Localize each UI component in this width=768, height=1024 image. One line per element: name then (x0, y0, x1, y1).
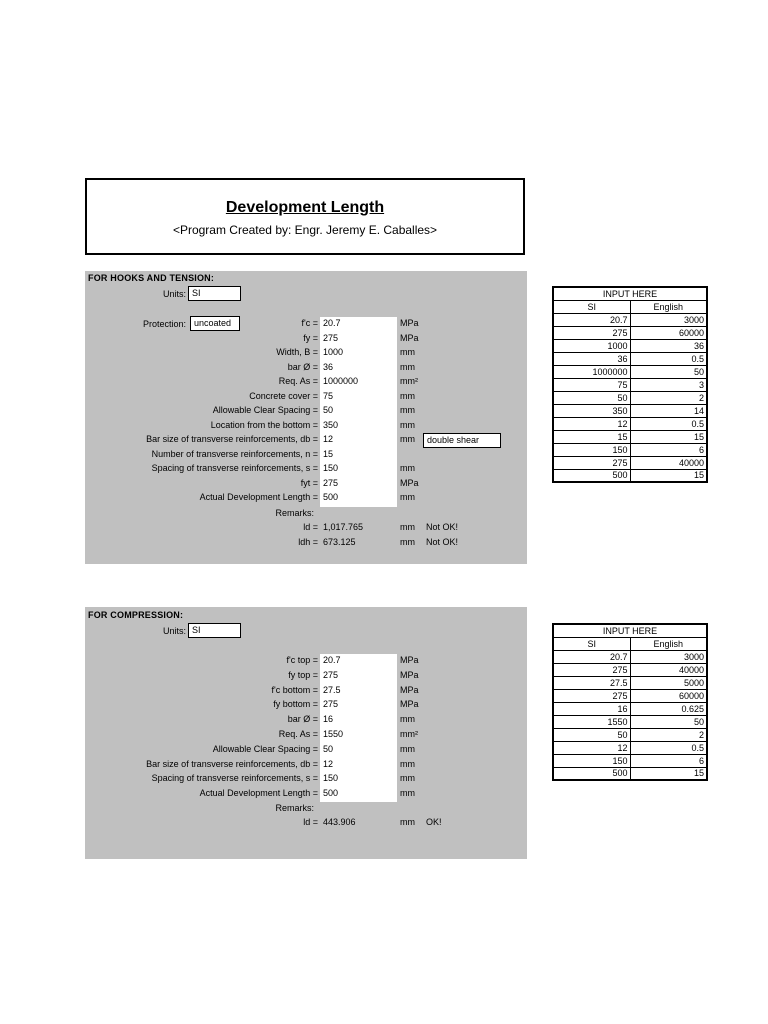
compression-units-input[interactable]: SI (188, 623, 241, 638)
hooks-row-label: Bar size of transverse reinforcements, db = (146, 434, 318, 444)
compression-row-value[interactable]: 50 (323, 743, 334, 754)
si-input-cell[interactable]: 27.5 (553, 676, 630, 689)
english-input-cell[interactable]: 3 (630, 378, 707, 391)
page-subtitle: <Program Created by: Engr. Jeremy E. Caballes> (172, 223, 438, 237)
si-input-cell[interactable]: 75 (553, 378, 630, 391)
hooks-units-input[interactable]: SI (188, 286, 241, 301)
english-input-cell[interactable]: 3000 (630, 313, 707, 326)
hooks-row-unit: mm (400, 361, 415, 372)
compression-row-value[interactable]: 16 (323, 714, 334, 725)
si-input-cell[interactable]: 150 (553, 754, 630, 767)
compression-section-title: FOR COMPRESSION: (88, 610, 184, 620)
english-input-cell[interactable]: 60000 (630, 326, 707, 339)
si-input-cell[interactable]: 12 (553, 417, 630, 430)
english-input-cell[interactable]: 6 (630, 443, 707, 456)
si-input-cell[interactable]: 275 (553, 456, 630, 469)
compression-row-unit: MPa (400, 699, 419, 710)
compression-result-unit: mm (400, 817, 415, 827)
table-row (553, 469, 707, 482)
hooks-row-unit: mm (400, 390, 415, 401)
hooks-row-value[interactable]: 15 (323, 448, 334, 459)
compression-row-value[interactable]: 150 (323, 773, 339, 784)
shear-type-input[interactable]: double shear (423, 433, 501, 448)
compression-row-label: fy top = (288, 669, 318, 680)
table-row (553, 715, 707, 728)
table-row (553, 754, 707, 767)
compression-result-label: ld = (303, 817, 318, 827)
hooks-row-unit: MPa (400, 477, 419, 488)
compression-remarks-label: Remarks: (275, 803, 314, 813)
english-input-cell[interactable]: 0.5 (630, 741, 707, 754)
hooks-row-value[interactable]: 275 (323, 477, 339, 488)
hooks-row-label: Actual Development Length = (199, 492, 318, 502)
si-input-cell[interactable]: 275 (553, 663, 630, 676)
hooks-row-unit: mm² (400, 376, 418, 386)
english-input-cell[interactable]: 36 (630, 339, 707, 352)
hooks-row-value[interactable]: 275 (323, 332, 339, 343)
hooks-row-value[interactable]: 20.7 (323, 318, 341, 328)
hooks-row-unit: mm (400, 434, 415, 444)
table-row (553, 689, 707, 702)
si-input-cell[interactable]: 20.7 (553, 650, 630, 663)
compression-row-value[interactable]: 27.5 (323, 684, 341, 695)
si-input-cell[interactable]: 12 (553, 741, 630, 754)
english-input-cell[interactable]: 3000 (630, 650, 707, 663)
table-row (553, 339, 707, 352)
si-input-cell[interactable]: 20.7 (553, 313, 630, 326)
hooks-row-label: f'c = (301, 318, 318, 328)
hooks-row-label: Concrete cover = (249, 390, 318, 401)
table-row (553, 391, 707, 404)
compression-row-unit: mm (400, 714, 415, 725)
si-input-cell[interactable]: 1000000 (553, 365, 630, 378)
hooks-row-value[interactable]: 150 (323, 463, 339, 473)
compression-row-label: Allowable Clear Spacing = (212, 743, 318, 754)
hooks-row-value[interactable]: 50 (323, 405, 334, 415)
input-table-column-header: English (630, 300, 707, 313)
compression-units-label: Units: (162, 626, 186, 636)
table-row (553, 663, 707, 676)
page-title: Development Length (225, 199, 385, 216)
hooks-row-value[interactable]: 350 (323, 419, 339, 430)
english-input-cell[interactable]: 50 (630, 365, 707, 378)
compression-row-unit: mm² (400, 729, 418, 739)
si-input-cell[interactable]: 50 (553, 391, 630, 404)
english-input-cell[interactable]: 5000 (630, 676, 707, 689)
title-box (85, 178, 525, 255)
compression-row-unit: mm (400, 773, 415, 784)
english-input-cell[interactable]: 40000 (630, 663, 707, 676)
table-row (553, 650, 707, 663)
hooks-row-value[interactable]: 1000000 (323, 376, 359, 386)
hooks-row-label: Spacing of transverse reinforcements, s = (151, 463, 318, 473)
hooks-row-label: Width, B = (276, 347, 318, 357)
compression-row-unit: mm (400, 743, 415, 754)
compression-row-label: fy bottom = (273, 699, 318, 710)
hooks-row-value[interactable]: 500 (323, 492, 339, 502)
hooks-row-unit: mm (400, 463, 415, 473)
compression-row-value[interactable]: 275 (323, 669, 339, 680)
si-input-cell[interactable]: 50 (553, 728, 630, 741)
protection-input[interactable]: uncoated (190, 316, 240, 331)
hooks-remarks-label: Remarks: (275, 508, 314, 518)
input-table-title: INPUT HERE (553, 287, 707, 300)
compression-result-value: 443.906 (323, 817, 356, 827)
compression-row-unit: mm (400, 788, 415, 799)
compression-row-unit: MPa (400, 669, 419, 680)
english-input-cell[interactable]: 40000 (630, 456, 707, 469)
hooks-result-label: ldh = (298, 537, 318, 547)
hooks-row-label: fyt = (300, 477, 318, 488)
compression-row-value[interactable]: 500 (323, 788, 339, 799)
hooks-result-value: 1,017.765 (323, 522, 364, 532)
compression-row-value[interactable]: 12 (323, 758, 334, 769)
table-row (553, 404, 707, 417)
input-table-title: INPUT HERE (553, 624, 707, 637)
english-input-cell[interactable]: 14 (630, 404, 707, 417)
english-input-cell[interactable]: 15 (630, 430, 707, 443)
hooks-row-unit: mm (400, 347, 415, 357)
si-input-cell[interactable]: 1550 (553, 715, 630, 728)
hooks-row-unit: MPa (400, 332, 419, 343)
si-input-cell[interactable]: 500 (553, 767, 630, 780)
hooks-units-label: Units: (162, 289, 186, 299)
compression-row-value[interactable]: 275 (323, 699, 339, 710)
english-input-cell[interactable]: 0.625 (630, 702, 707, 715)
compression-row-label: f'c top = (286, 655, 318, 665)
compression-row-label: Spacing of transverse reinforcements, s = (151, 773, 318, 784)
hooks-row-unit: mm (400, 419, 415, 430)
hooks-row-label: Number of transverse reinforcements, n = (151, 448, 318, 459)
table-row (553, 313, 707, 326)
table-row (553, 676, 707, 689)
english-input-cell[interactable]: 60000 (630, 689, 707, 702)
table-row (553, 728, 707, 741)
compression-result-status: OK! (426, 817, 442, 827)
compression-row-value[interactable]: 1550 (323, 729, 344, 739)
hooks-row-label: fy = (303, 332, 318, 343)
hooks-row-value[interactable]: 75 (323, 390, 334, 401)
english-input-cell[interactable]: 0.5 (630, 352, 707, 365)
english-input-cell[interactable]: 2 (630, 391, 707, 404)
si-input-cell[interactable]: 150 (553, 443, 630, 456)
hooks-row-label: Location from the bottom = (210, 419, 318, 430)
si-input-cell[interactable]: 275 (553, 689, 630, 702)
hooks-row-unit: mm (400, 492, 415, 502)
english-input-cell[interactable]: 15 (630, 767, 707, 780)
input-table-column-header: SI (553, 300, 630, 313)
compression-row-label: Req. As = (278, 729, 318, 739)
english-input-cell[interactable]: 0.5 (630, 417, 707, 430)
hooks-row-label: bar Ø = (287, 361, 318, 372)
english-input-cell[interactable]: 2 (630, 728, 707, 741)
table-row (553, 365, 707, 378)
table-row (553, 378, 707, 391)
hooks-panel (85, 271, 527, 564)
compression-row-label: bar Ø = (287, 714, 318, 725)
compression-row-label: Actual Development Length = (199, 788, 318, 799)
english-input-cell[interactable]: 15 (630, 469, 707, 482)
compression-row-unit: MPa (400, 655, 419, 665)
compression-row-value[interactable]: 20.7 (323, 655, 341, 665)
hooks-result-unit: mm (400, 522, 415, 532)
table-row (553, 326, 707, 339)
input-table-column-header: SI (553, 637, 630, 650)
hooks-row-label: Allowable Clear Spacing = (212, 405, 318, 415)
si-input-cell[interactable]: 275 (553, 326, 630, 339)
hooks-section-title: FOR HOOKS AND TENSION: (88, 273, 215, 283)
compression-row-unit: MPa (400, 684, 419, 695)
si-input-cell[interactable]: 16 (553, 702, 630, 715)
compression-row-label: f'c bottom = (271, 684, 318, 695)
compression-row-unit: mm (400, 758, 415, 769)
compression-row-label: Bar size of transverse reinforcements, db = (146, 758, 318, 769)
compression-input-table (552, 623, 708, 781)
si-input-cell[interactable]: 36 (553, 352, 630, 365)
input-table-column-header: English (630, 637, 707, 650)
si-input-cell[interactable]: 15 (553, 430, 630, 443)
table-row (553, 767, 707, 780)
hooks-row-unit: mm (400, 405, 415, 415)
table-row (553, 443, 707, 456)
table-row (553, 702, 707, 715)
english-input-cell[interactable]: 6 (630, 754, 707, 767)
si-input-cell[interactable]: 1000 (553, 339, 630, 352)
hooks-row-label: Req. As = (278, 376, 318, 386)
table-row (553, 456, 707, 469)
hooks-row-unit: MPa (400, 318, 419, 328)
hooks-row-value[interactable]: 1000 (323, 347, 344, 357)
hooks-input-table (552, 286, 708, 483)
hooks-result-unit: mm (400, 537, 415, 547)
hooks-result-status: Not OK! (426, 537, 459, 547)
hooks-row-value[interactable]: 36 (323, 361, 334, 372)
protection-label: Protection: (142, 319, 186, 329)
si-input-cell[interactable]: 500 (553, 469, 630, 482)
table-row (553, 352, 707, 365)
si-input-cell[interactable]: 350 (553, 404, 630, 417)
hooks-result-label: ld = (303, 522, 318, 532)
table-row (553, 430, 707, 443)
hooks-result-status: Not OK! (426, 522, 459, 532)
table-row (553, 741, 707, 754)
table-row (553, 417, 707, 430)
hooks-result-value: 673.125 (323, 537, 356, 547)
english-input-cell[interactable]: 50 (630, 715, 707, 728)
hooks-row-value[interactable]: 12 (323, 434, 334, 444)
